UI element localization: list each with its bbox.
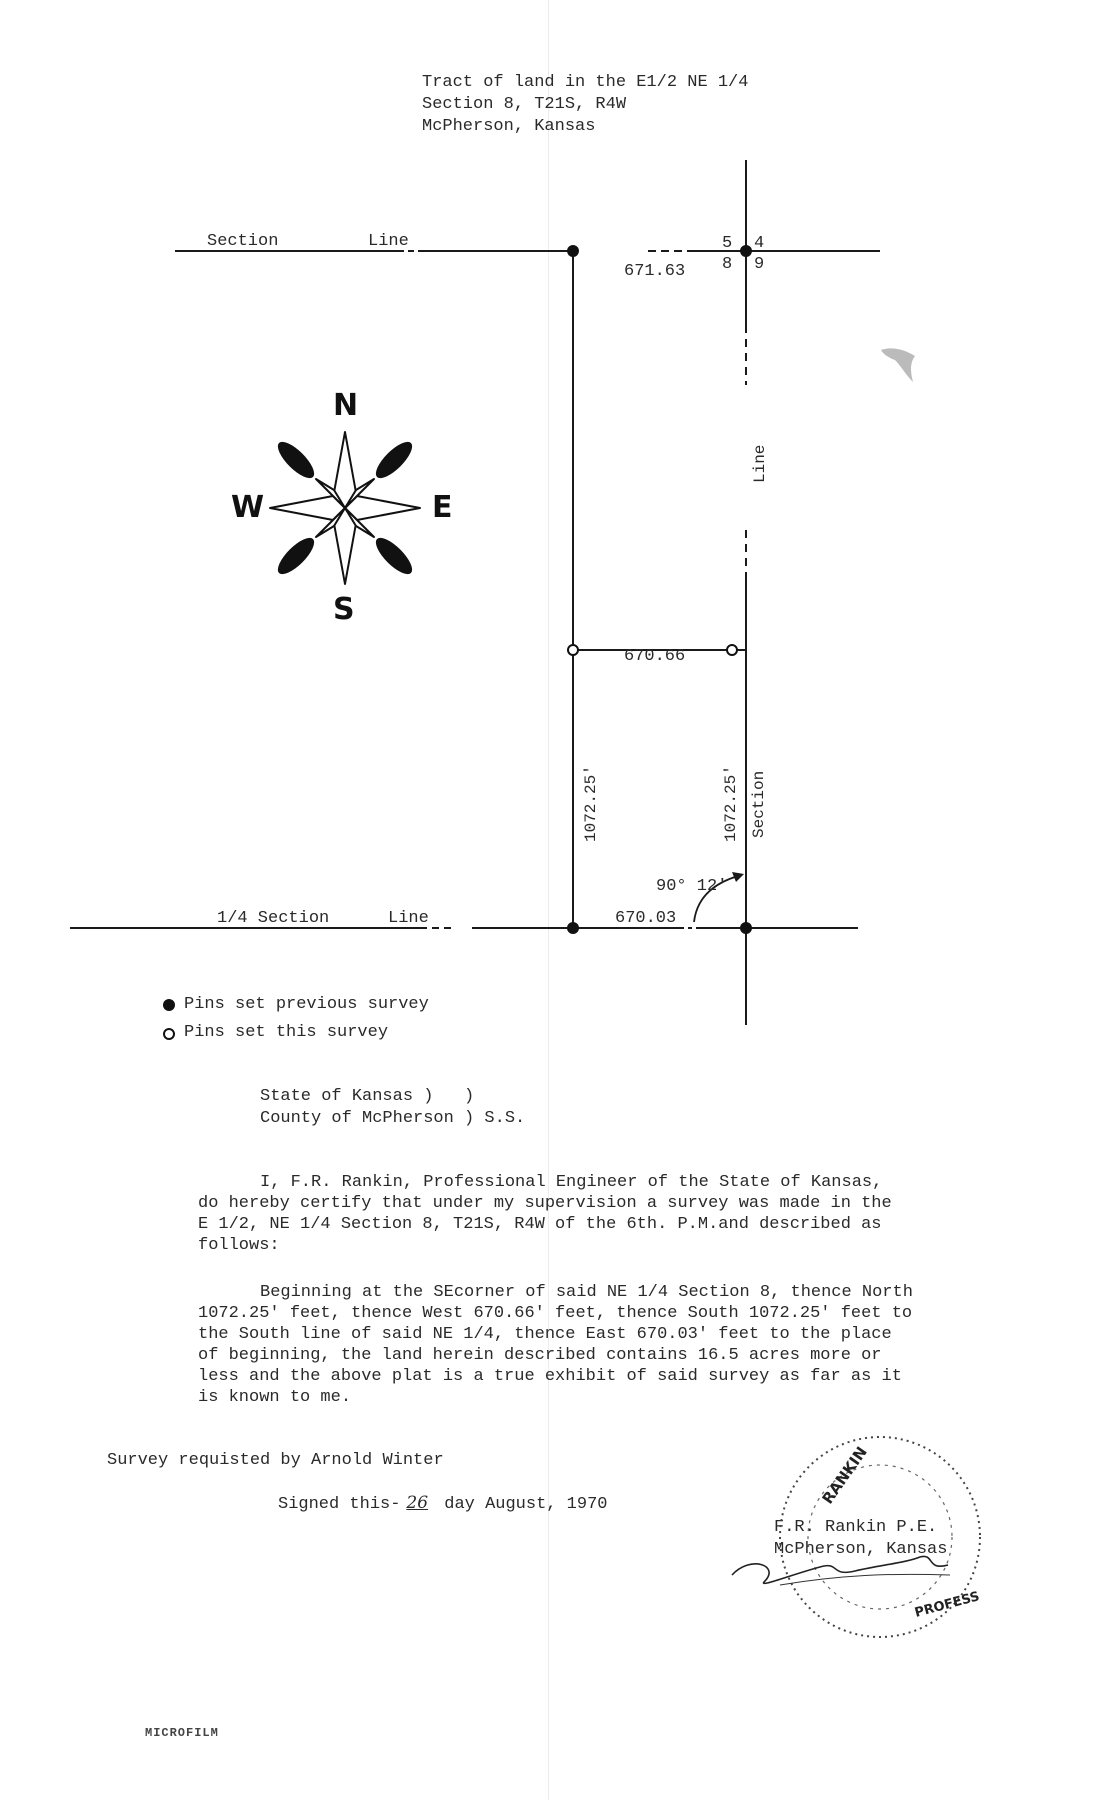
description-line: the South line of said NE 1/4, thence East 670.03' feet to the place bbox=[198, 1325, 892, 1344]
pin-previous bbox=[567, 245, 579, 257]
ink-smudge bbox=[875, 340, 925, 390]
engineer-seal-stamp bbox=[720, 1425, 1010, 1645]
description-line: is known to me. bbox=[198, 1388, 352, 1407]
east-distance-label: 1072.25' bbox=[722, 765, 740, 842]
section-number-5: 5 bbox=[722, 234, 733, 253]
top-section-label: Section bbox=[207, 232, 279, 251]
compass-w: W bbox=[231, 490, 265, 525]
section-number-8: 8 bbox=[722, 255, 733, 274]
section-number-4: 4 bbox=[754, 234, 765, 253]
survey-request: Survey requisted by Arnold Winter bbox=[107, 1451, 444, 1470]
cert-line: do hereby certify that under my supervision a survey was made in the bbox=[198, 1194, 892, 1213]
east-section-label: Section bbox=[750, 770, 768, 838]
signatory-place: McPherson, Kansas bbox=[774, 1540, 948, 1559]
quarter-line-label: Line bbox=[388, 909, 429, 928]
mid-distance-label: 670.66 bbox=[624, 647, 686, 666]
pin-previous bbox=[740, 922, 752, 934]
venue-state: State of Kansas ) ) bbox=[260, 1087, 475, 1106]
cert-line: follows: bbox=[198, 1236, 280, 1255]
description-line: less and the above plat is a true exhibit of said survey as far as it bbox=[198, 1367, 902, 1386]
top-distance-label: 671.63 bbox=[624, 262, 686, 281]
west-distance-label: 1072.25' bbox=[582, 765, 600, 842]
cert-line: E 1/2, NE 1/4 Section 8, T21S, R4W of the 6th. P.M.and described as bbox=[198, 1215, 882, 1234]
pin-previous bbox=[740, 245, 752, 257]
description-line: Beginning at the SEcorner of said NE 1/4 Section 8, thence North bbox=[260, 1283, 913, 1302]
description-line: of beginning, the land herein described contains 16.5 acres more or bbox=[198, 1346, 882, 1365]
signed-line bbox=[278, 1493, 608, 1515]
compass-s: S bbox=[333, 592, 355, 627]
microfilm-stamp: MICROFILM bbox=[145, 1726, 219, 1740]
pin-this-survey bbox=[727, 645, 737, 655]
pin-this-survey bbox=[568, 645, 578, 655]
signed-prefix: Signed this- bbox=[278, 1495, 401, 1514]
stamp-top-text: RANKIN bbox=[818, 1443, 871, 1508]
compass-n: N bbox=[333, 388, 359, 423]
signed-suffix: day August, 1970 bbox=[434, 1495, 608, 1514]
legend-open-pin-icon bbox=[164, 1029, 174, 1039]
description-line: 1072.25' feet, thence West 670.66' feet, thence South 1072.25' feet to bbox=[198, 1304, 913, 1323]
compass-e: E bbox=[432, 490, 453, 525]
signed-day: 26 bbox=[406, 1493, 429, 1513]
signature-underline bbox=[780, 1574, 950, 1585]
header-line-2: Section 8, T21S, R4W bbox=[422, 95, 627, 114]
angle-label: 90° 12' bbox=[656, 877, 728, 896]
section-number-9: 9 bbox=[754, 255, 765, 274]
east-line-label: Line bbox=[751, 444, 769, 483]
header-line-3: McPherson, Kansas bbox=[422, 117, 596, 136]
legend-this: Pins set this survey bbox=[184, 1023, 389, 1042]
pin-previous bbox=[567, 922, 579, 934]
bottom-distance-label: 670.03 bbox=[615, 909, 677, 928]
top-line-label: Line bbox=[368, 232, 409, 251]
compass-rose-icon bbox=[270, 432, 420, 584]
signatory-name: F.R. Rankin P.E. bbox=[774, 1518, 938, 1537]
quarter-section-label: 1/4 Section bbox=[217, 909, 330, 928]
legend-filled-pin-icon bbox=[163, 999, 175, 1011]
cert-line: I, F.R. Rankin, Professional Engineer of the State of Kansas, bbox=[260, 1173, 883, 1192]
venue-county: County of McPherson ) S.S. bbox=[260, 1109, 526, 1128]
legend-previous: Pins set previous survey bbox=[184, 995, 429, 1014]
handwritten-signature bbox=[732, 1556, 948, 1583]
header-line-1: Tract of land in the E1/2 NE 1/4 bbox=[422, 73, 749, 92]
stamp-bottom-text: PROFESS bbox=[913, 1589, 982, 1621]
